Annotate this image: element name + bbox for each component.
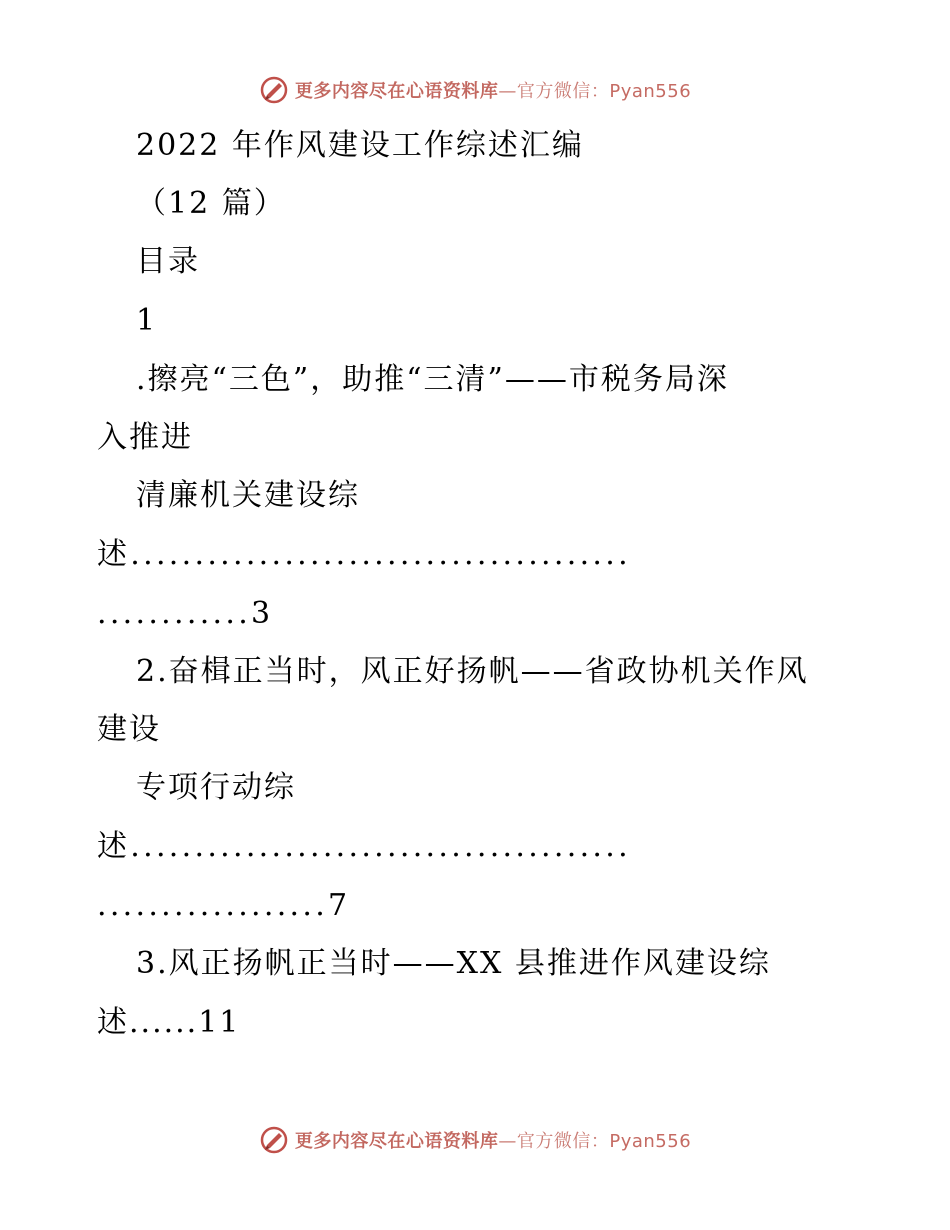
watermark-label: 官方微信： [516, 81, 610, 102]
watermark-brand: 更多内容尽在心语资料库 [294, 1131, 499, 1152]
toc-item-3-line-2: 述......11 [97, 1005, 241, 1040]
watermark-id: Pyan556 [609, 81, 692, 102]
watermark-text [295, 1127, 691, 1153]
toc-heading: 目录 [136, 244, 200, 279]
pen-logo-icon [259, 1125, 289, 1155]
toc-item-1-page: ............3 [97, 596, 274, 631]
toc-item-2-page: ..................7 [97, 888, 351, 923]
toc-item-1-line-3: 清廉机关建设综 [136, 478, 360, 513]
footer-watermark [0, 1120, 950, 1160]
toc-item-2-line-3: 专项行动综 [136, 770, 296, 805]
toc-item-1-line-4: 述....................................... [97, 537, 631, 572]
toc-item-3-line-1: 3.风正扬帆正当时——XX 县推进作风建设综 [136, 946, 771, 981]
document-count: （12 篇） [136, 186, 286, 221]
toc-item-2-line-1: 2.奋楫正当时，风正好扬帆——省政协机关作风 [136, 654, 809, 689]
toc-item-2-line-4: 述....................................... [97, 829, 631, 864]
watermark-separator: — [498, 1131, 517, 1152]
watermark-label: 官方微信： [516, 1131, 610, 1152]
watermark-separator: — [498, 81, 517, 102]
document-title: 2022 年作风建设工作综述汇编 [136, 128, 584, 163]
watermark-id: Pyan556 [609, 1131, 692, 1152]
toc-item-2-line-2: 建设 [97, 712, 161, 747]
toc-item-1-number: 1 [136, 303, 158, 338]
watermark-text [295, 77, 691, 103]
toc-item-1-line-2: 入推进 [97, 420, 193, 455]
pen-logo-icon [259, 75, 289, 105]
header-watermark [0, 70, 950, 110]
toc-item-1-line-1: .擦亮“三色”，助推“三清”——市税务局深 [136, 362, 729, 397]
watermark-brand: 更多内容尽在心语资料库 [294, 81, 499, 102]
